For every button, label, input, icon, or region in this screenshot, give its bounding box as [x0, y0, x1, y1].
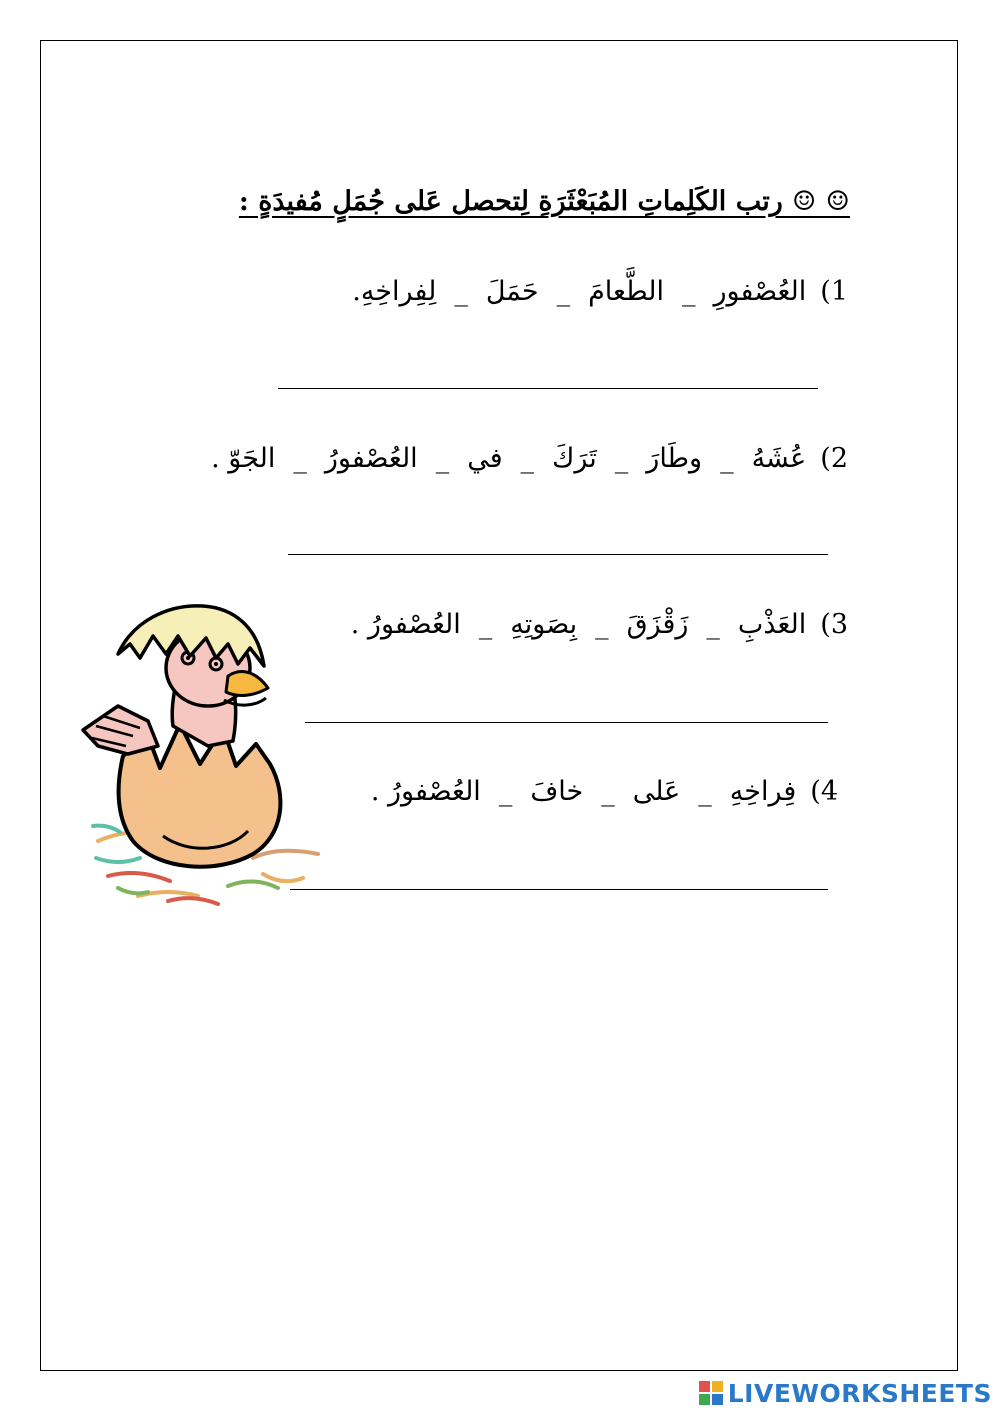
word-chip[interactable]: خافَ: [530, 776, 584, 807]
word-chip[interactable]: وطَارَ: [646, 443, 703, 474]
word-separator: _: [478, 609, 493, 640]
question-3: [351, 609, 848, 640]
word-separator: _: [681, 276, 696, 307]
word-chip[interactable]: الطَّعامَ: [588, 276, 664, 307]
word-chip[interactable]: في: [467, 443, 503, 474]
liveworksheets-logo: [698, 1378, 992, 1408]
word-chip[interactable]: العُصْفورُ: [324, 443, 418, 474]
word-separator: _: [435, 443, 450, 474]
word-separator: _: [520, 443, 535, 474]
word-chip[interactable]: عُشَهُ: [751, 443, 807, 474]
word-separator: _: [601, 776, 615, 807]
word-chip[interactable]: فِراخِهِ: [729, 776, 797, 807]
answer-line-4[interactable]: [290, 889, 828, 890]
word-chip[interactable]: العُصْفورُ .: [370, 776, 481, 807]
answer-line-1[interactable]: [278, 388, 818, 389]
question-4: [371, 776, 838, 807]
word-chip[interactable]: العَذْبِ: [737, 609, 807, 640]
word-separator: _: [720, 443, 734, 474]
word-chip[interactable]: العُصْفورِ: [713, 276, 807, 307]
question-2: [211, 443, 848, 474]
word-chip[interactable]: حَمَلَ: [485, 276, 539, 307]
word-chip[interactable]: زَقْزَقَ: [626, 609, 689, 640]
question-number: 4): [810, 776, 838, 807]
worksheet-title: ☺ ☺ رتب الكَلِماتِ المُبَعْثَرَةِ لِتحصل عَلى جُمَلٍ مُفيدَةٍ :: [238, 186, 850, 217]
word-chip[interactable]: تَرَكَ: [552, 443, 597, 474]
word-separator: _: [556, 276, 571, 307]
word-separator: _: [498, 776, 513, 807]
word-chip[interactable]: لِفِراخِهِ.: [352, 276, 437, 307]
word-chip[interactable]: عَلى: [632, 776, 681, 807]
word-separator: _: [706, 609, 720, 640]
word-separator: _: [293, 443, 307, 474]
word-separator: _: [595, 609, 609, 640]
question-1: [352, 276, 848, 307]
brand-grid-icon: [698, 1380, 724, 1406]
answer-line-3[interactable]: [305, 722, 828, 723]
word-chip[interactable]: بِصَوتِهِ: [510, 609, 578, 640]
question-number: 3): [820, 609, 848, 640]
word-chip[interactable]: العُصْفورُ .: [350, 609, 461, 640]
question-number: 1): [820, 276, 848, 307]
word-separator: _: [614, 443, 629, 474]
hatching-chick-icon: [78, 596, 328, 911]
brand-name: LIVEWORKSHEETS: [727, 1378, 992, 1408]
word-separator: _: [698, 776, 712, 807]
word-chip[interactable]: الجَوّ .: [211, 443, 276, 474]
answer-line-2[interactable]: [288, 554, 828, 555]
word-separator: _: [454, 276, 468, 307]
question-number: 2): [820, 443, 848, 474]
